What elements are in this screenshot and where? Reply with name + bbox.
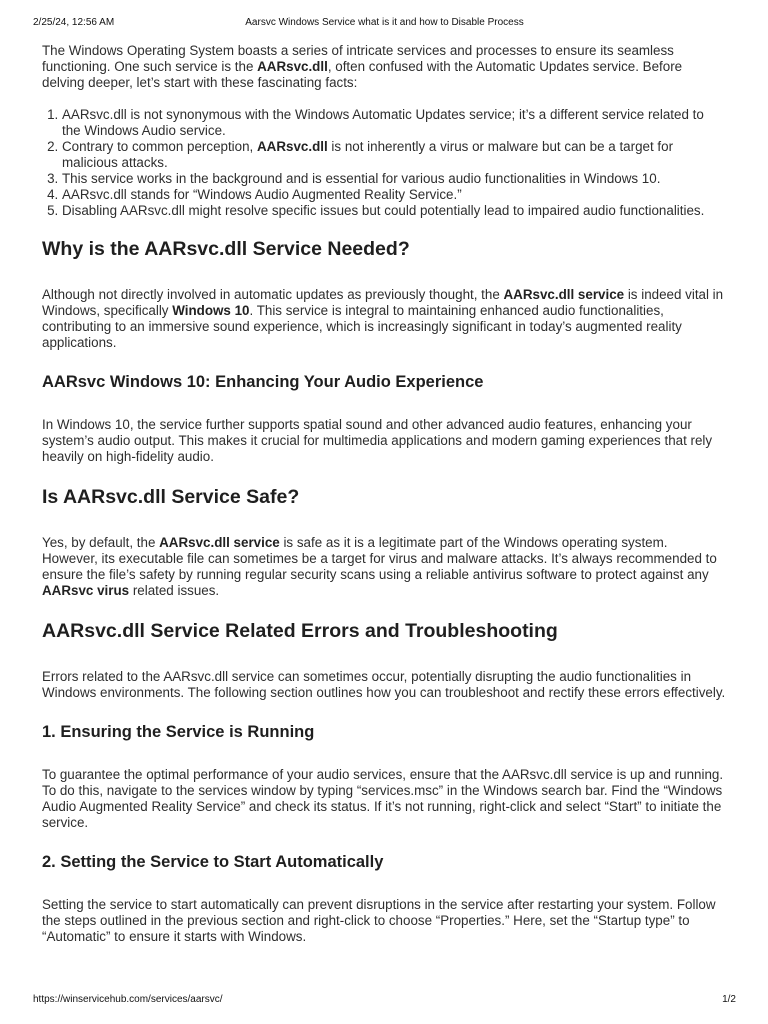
facts-list xyxy=(42,107,726,219)
intro-paragraph xyxy=(42,43,726,91)
page-number: 1/2 xyxy=(722,994,736,1005)
heading-is-safe: Is AARsvc.dll Service Safe? xyxy=(42,486,300,508)
heading-start-automatically: 2. Setting the Service to Start Automatically xyxy=(42,853,384,871)
errors-paragraph: Errors related to the AARsvc.dll service can sometimes occur, potentially disrupting the audio functionalities in Windows environments. The following section outlines how you can troubleshoot and rectify these errors effectively. xyxy=(42,669,726,700)
fact-text: is not inherently a virus or malware but can be a target for malicious attacks. xyxy=(62,139,674,170)
fact-item: 4. AARsvc.dll stands for “Windows Audio Augmented Reality Service.” xyxy=(62,187,726,203)
intro-text-1: The Windows Operating System boasts a series of intricate services and processes to ensure its seamless functioning. One such service is the xyxy=(42,43,674,74)
fact-item: 5. Disabling AARsvc.dll might resolve specific issues but could potentially lead to impaired audio functionalities. xyxy=(62,203,726,219)
safe-text-2: is safe as it is a legitimate part of the Windows operating system. However, its executable file can sometimes be a target for virus and malware attacks. It’s always recommended to ensure the file’s safety by running regular security scans using a reliable antivirus software to protect against any xyxy=(42,535,717,582)
start-automatically-paragraph: Setting the service to start automatically can prevent disruptions in the service after restarting your system. Follow the steps outlined in the previous section and right-click to choose “Properties.” Here, set the “Startup type” to “Automatic” to ensure it starts with Windows. xyxy=(42,897,716,944)
page-url: https://winservicehub.com/services/aarsvc/ xyxy=(33,994,223,1005)
why-bold-1: AARsvc.dll service xyxy=(503,287,625,302)
fact-item: 3. This service works in the background and is essential for various audio functionalities in Windows 10. xyxy=(62,171,726,187)
print-header xyxy=(33,17,736,31)
why-text-1: Although not directly involved in automatic updates as previously thought, the xyxy=(42,287,504,302)
service-running-paragraph: To guarantee the optimal performance of your audio services, ensure that the AARsvc.dll service is up and running. To do this, navigate to the services window by typing “services.msc” in the Windows search bar. Find the “Windows Audio Augmented Reality Service” and check its status. If it’s not running, right-click and select “Start” to initiate the service. xyxy=(42,767,724,830)
print-datetime: 2/25/24, 12:56 AM xyxy=(33,17,115,28)
heading-why-needed: Why is the AARsvc.dll Service Needed? xyxy=(42,238,410,260)
safe-text-3: related issues. xyxy=(129,583,220,598)
print-footer xyxy=(33,994,736,1008)
intro-bold-term: AARsvc.dll xyxy=(257,59,328,74)
windows-10-paragraph: In Windows 10, the service further supports spatial sound and other advanced audio features, enhancing your system’s audio output. This makes it crucial for multimedia applications and modern gaming experiences that rely heavily on high-fidelity audio. xyxy=(42,417,713,464)
fact-text: Contrary to common perception, xyxy=(62,139,257,154)
heading-errors: AARsvc.dll Service Related Errors and Troubleshooting xyxy=(42,620,558,642)
fact-bold-term: AARsvc.dll xyxy=(257,139,328,154)
safe-paragraph xyxy=(42,535,726,599)
print-page-title: Aarsvc Windows Service what is it and how to Disable Process xyxy=(245,17,524,28)
fact-item: 1. AARsvc.dll is not synonymous with the Windows Automatic Updates service; it’s a different service related to the Windows Audio service. xyxy=(62,107,726,139)
intro-text-2: , often confused with the Automatic Updates service. Before delving deeper, let’s start with these fascinating facts: xyxy=(42,59,683,90)
safe-bold-1: AARsvc.dll service xyxy=(159,535,280,550)
heading-windows-10: AARsvc Windows 10: Enhancing Your Audio Experience xyxy=(42,373,484,391)
why-text-3: . This service is integral to maintaining enhanced audio functionalities, contributing to an immersive sound experience, which is increasingly significant in today’s augmented reality applications. xyxy=(42,303,682,350)
heading-service-running: 1. Ensuring the Service is Running xyxy=(42,723,315,741)
why-text-2: is indeed vital in Windows, specifically xyxy=(42,287,724,318)
why-paragraph xyxy=(42,287,726,351)
article-body xyxy=(42,43,726,945)
fact-item xyxy=(62,139,726,171)
why-bold-2: Windows 10 xyxy=(172,303,250,318)
safe-text-1: Yes, by default, the xyxy=(42,535,160,550)
safe-bold-2: AARsvc virus xyxy=(42,583,130,598)
